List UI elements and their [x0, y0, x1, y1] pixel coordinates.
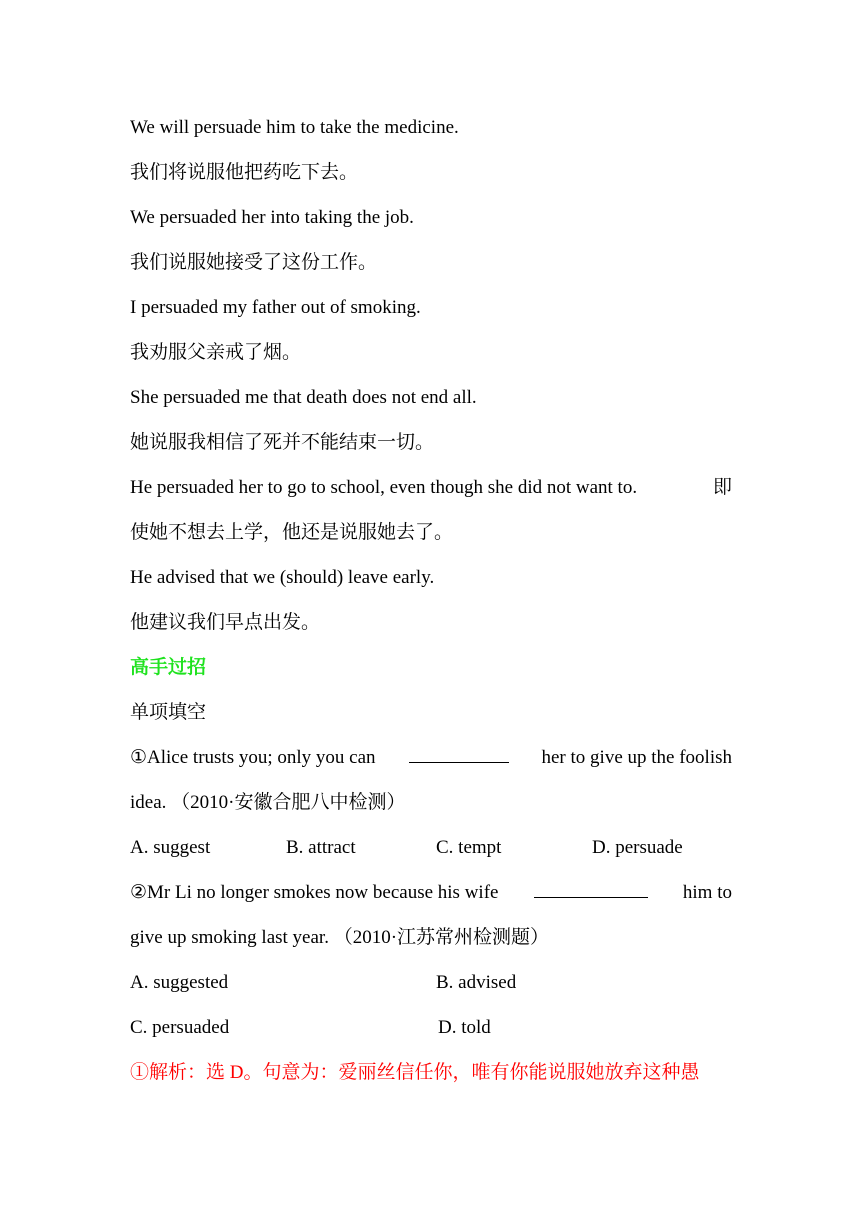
example-4-zh: 她说服我相信了死并不能结束一切。 — [130, 432, 435, 453]
q2-option-c: C. persuaded — [130, 1017, 230, 1038]
example-3-zh: 我劝服父亲戒了烟。 — [130, 342, 302, 363]
question-1-line-1 — [130, 746, 732, 770]
example-3-en: I persuaded my father out of smoking. — [130, 297, 421, 318]
question-2-blank — [534, 881, 648, 898]
example-4-en: She persuaded me that death does not end all. — [130, 387, 477, 408]
example-5-zh-start: 即 — [712, 477, 732, 498]
exercise-type: 单项填空 — [130, 702, 207, 723]
example-6-en: He advised that we (should) leave early. — [130, 567, 435, 588]
q2-option-d: D. told — [438, 1017, 491, 1038]
q1-option-b: B. attract — [286, 837, 356, 858]
question-2-suffix: him to — [682, 882, 732, 903]
analysis-text: ①解析：选 D。句意为：爱丽丝信任你，唯有你能说服她放弃这种愚 — [130, 1062, 700, 1083]
example-1-zh: 我们将说服他把药吃下去。 — [130, 162, 359, 183]
question-1-prefix: ①Alice trusts you; only you can — [130, 747, 376, 768]
question-1-suffix: her to give up the foolish — [541, 747, 732, 768]
example-5-en-text: He persuaded her to go to school, even though she did not want to. — [130, 477, 638, 498]
question-1-line-2: idea. （2010·安徽合肥八中检测） — [130, 792, 406, 813]
q1-option-d: D. persuade — [592, 837, 683, 858]
question-2-prefix: ②Mr Li no longer smokes now because his wife — [130, 882, 499, 903]
question-2-line-2: give up smoking last year. （2010·江苏常州检测题） — [130, 927, 550, 948]
example-5-en — [130, 476, 732, 500]
q1-option-a: A. suggest — [130, 837, 211, 858]
q2-option-a: A. suggested — [130, 972, 229, 993]
example-1-en: We will persuade him to take the medicine. — [130, 117, 459, 138]
example-2-en: We persuaded her into taking the job. — [130, 207, 414, 228]
q2-option-b: B. advised — [436, 972, 517, 993]
q1-option-c: C. tempt — [436, 837, 502, 858]
question-1-blank — [409, 746, 509, 763]
example-5-zh: 使她不想去上学，他还是说服她去了。 — [130, 522, 454, 543]
example-2-zh: 我们说服她接受了这份工作。 — [130, 252, 378, 273]
question-2-line-1 — [130, 881, 732, 905]
section-heading: 高手过招 — [130, 657, 207, 678]
example-6-zh: 他建议我们早点出发。 — [130, 612, 321, 633]
